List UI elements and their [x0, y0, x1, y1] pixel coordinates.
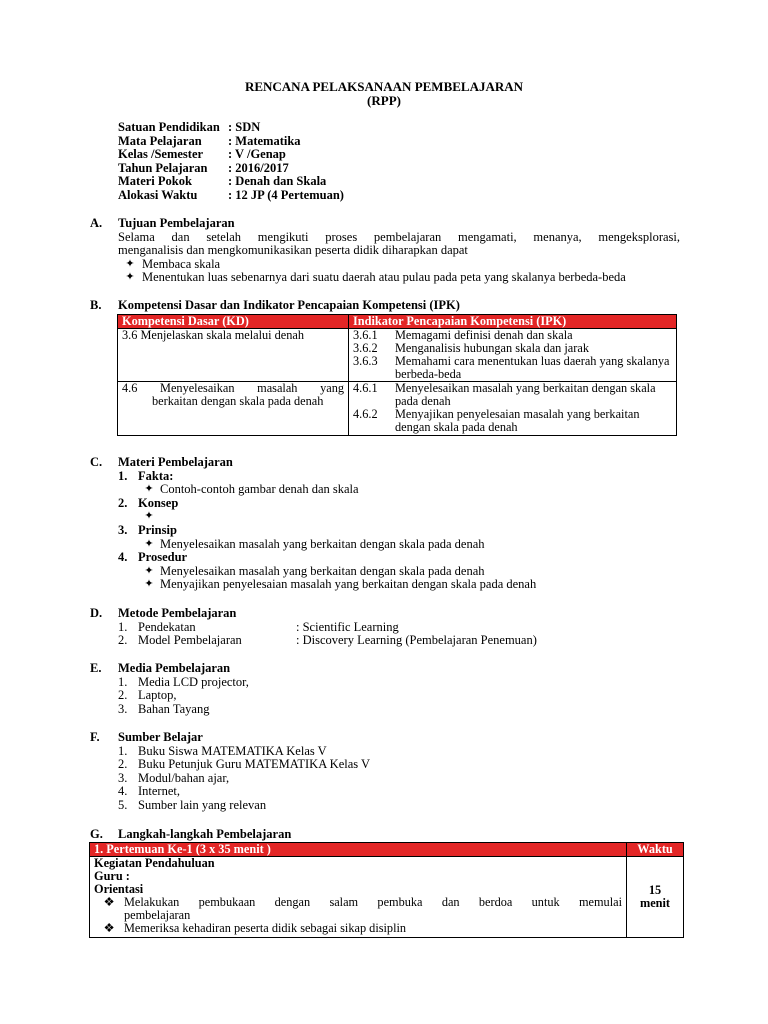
kd-cell: 3.6 Menjelaskan skala melalui denah — [118, 329, 349, 382]
section-g — [90, 828, 680, 842]
ipk-cell: 3.6.1 Memagami definisi denah dan skala 3.6.2 Menganalisis hubungan skala dan jarak 3.6.3 Memahami cara menentukan luas daerah yang skalanya berbeda-beda — [349, 329, 677, 382]
list-item: 4. Internet, — [118, 784, 180, 799]
section-d — [90, 607, 680, 648]
identity-row: Alokasi Waktu : 12 JP (4 Pertemuan) — [118, 187, 344, 202]
kd-table — [117, 314, 677, 436]
table-row — [118, 329, 677, 382]
list-item: 1. Pendekatan : Scientific Learning — [118, 619, 399, 634]
steps-table — [89, 842, 684, 938]
doc-subtitle: (RPP) — [367, 93, 401, 108]
time-cell: 15 menit — [627, 857, 684, 938]
list-item: 3. Prinsip — [118, 522, 177, 537]
list-item: ✦ Menyajikan penyelesaian masalah yang berkaitan dengan skala pada denah — [138, 578, 680, 592]
identity-row: Satuan Pendidikan : SDN — [118, 120, 261, 134]
table-header: Kompetensi Dasar (KD) — [118, 315, 349, 329]
section-heading: A. Tujuan Pembelajaran — [90, 216, 235, 230]
star-bullet-icon: ✦ — [144, 537, 154, 550]
kd-cell: 4.6 Menyelesaikan masalah yang berkaitan dengan skala pada denah — [118, 382, 349, 436]
ipk-cell: 4.6.1 Menyelesaikan masalah yang berkaitan dengan skala pada denah 4.6.2 Menyajikan penyelesaian masalah yang berkaitan dengan skala pada denah — [349, 382, 677, 436]
section-heading: F. Sumber Belajar — [90, 730, 203, 744]
doc-title: RENCANA PELAKSANAAN PEMBELAJARAN — [244, 79, 524, 94]
list-item: 1. Buku Siswa MATEMATIKA Kelas V — [118, 743, 327, 758]
section-heading: E. Media Pembelajaran — [90, 661, 231, 675]
paragraph-line: Selama dan setelah mengikuti proses pembelajaran mengamati, menanya, mengeksplorasi, — [118, 229, 680, 244]
star-bullet-icon: ✦ — [144, 564, 154, 577]
star-bullet-icon: ✦ — [144, 483, 154, 496]
diamond-bullet-icon: ❖ — [103, 895, 115, 909]
table-row — [90, 857, 684, 938]
section-heading: D. Metode Pembelajaran — [90, 606, 237, 620]
section-a — [90, 217, 680, 285]
list-item: ✦ Contoh-contoh gambar denah dan skala — [138, 483, 680, 497]
paragraph-line: menganalisis dan mengkomunikasikan peserta didik diharapkan dapat — [118, 243, 468, 258]
list-item: 2. Konsep — [118, 495, 179, 510]
list-item — [138, 510, 680, 524]
star-bullet-icon: ✦ — [125, 257, 135, 270]
section-heading: C. Materi Pembelajaran — [90, 455, 233, 469]
list-item: 2. Model Pembelajaran : Discovery Learning (Pembelajaran Penemuan) — [118, 633, 537, 648]
activity-cell: Kegiatan Pendahuluan Guru : Orientasi ❖ Melakukan pembukaan dengan salam pembuka dan berdoa untuk memulai pembelajaran ❖ Memeriksa kehadiran peserta didik sebagai sikap disiplin — [90, 857, 627, 938]
list-item: ❖ Melakukan pembukaan dengan salam pembuka dan berdoa untuk memulai pembelajaran — [94, 896, 622, 922]
star-bullet-icon: ✦ — [144, 510, 154, 523]
section-heading: B. Kompetensi Dasar dan Indikator Pencapaian Kompetensi (IPK) — [90, 298, 460, 312]
list-item: 1. Fakta: — [118, 468, 174, 483]
section-f — [90, 731, 680, 813]
table-row — [118, 382, 677, 436]
identity-row: Mata Pelajaran : Matematika — [118, 133, 301, 148]
section-b — [90, 299, 680, 313]
table-header: 1. Pertemuan Ke-1 (3 x 35 menit ) — [90, 843, 627, 857]
list-item: ✦ Menyelesaikan masalah yang berkaitan dengan skala pada denah — [138, 538, 680, 552]
list-item: ❖ Memeriksa kehadiran peserta didik sebagai sikap disiplin — [94, 922, 622, 935]
star-bullet-icon: ✦ — [144, 578, 154, 591]
star-bullet-icon: ✦ — [125, 271, 135, 284]
section-c — [90, 456, 680, 592]
table-header: Indikator Pencapaian Kompetensi (IPK) — [349, 315, 677, 329]
list-item: ✦ Membaca skala — [118, 258, 680, 272]
list-item: 3. Bahan Tayang — [118, 701, 210, 716]
list-item: 5. Sumber lain yang relevan — [118, 797, 267, 812]
identity-row: Tahun Pelajaran : 2016/2017 — [118, 160, 289, 175]
identity-block — [118, 121, 344, 203]
list-item: 2. Buku Petunjuk Guru MATEMATIKA Kelas V — [118, 757, 371, 772]
list-item: 2. Laptop, — [118, 688, 177, 703]
section-heading: G. Langkah-langkah Pembelajaran — [90, 827, 292, 841]
section-e — [90, 662, 680, 716]
list-item: 1. Media LCD projector, — [118, 674, 249, 689]
table-header: Waktu — [627, 843, 684, 857]
list-item: ✦ Menentukan luas sebenarnya dari suatu daerah atau pulau pada peta yang skalanya berbeda-beda — [118, 271, 680, 285]
list-item: 4. Prosedur — [118, 550, 188, 565]
identity-row: Materi Pokok : Denah dan Skala — [118, 174, 327, 189]
identity-row: Kelas /Semester : V /Genap — [118, 147, 286, 162]
list-item: ✦ Menyelesaikan masalah yang berkaitan dengan skala pada denah — [138, 565, 680, 579]
list-item: 3. Modul/bahan ajar, — [118, 770, 230, 785]
diamond-bullet-icon: ❖ — [103, 921, 115, 935]
